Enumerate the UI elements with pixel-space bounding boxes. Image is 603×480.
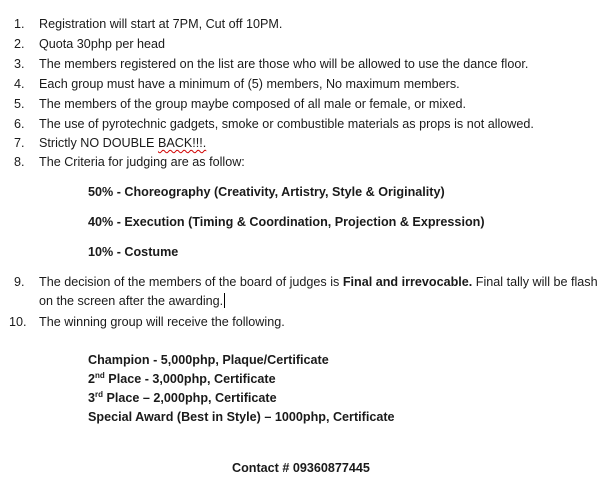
- rule-number: 4.: [14, 77, 25, 91]
- rule-text: The use of pyrotechnic gadgets, smoke or combustible materials as props is not allowed.: [39, 117, 534, 131]
- rule-number: 5.: [14, 97, 25, 111]
- rule-text: The Criteria for judging are as follow:: [39, 155, 245, 169]
- rule-text: The members registered on the list are those who will be allowed to use the dance floor.: [39, 57, 529, 71]
- prize-rank-suffix: rd: [95, 390, 104, 399]
- rule-text-part: Strictly NO DOUBLE: [39, 136, 158, 150]
- rule-text: Registration will start at 7PM, Cut off 10PM.: [39, 17, 283, 31]
- criteria-item: 50% - Choreography (Creativity, Artistry, Style & Originality): [88, 185, 445, 199]
- contact-line: Contact # 09360877445: [232, 461, 370, 475]
- criteria-item: 10% - Costume: [88, 245, 179, 259]
- rule-text: [39, 134, 206, 152]
- prize-text: Place – 2,000php, Certificate: [103, 391, 277, 405]
- spellcheck-flagged-word[interactable]: BACK!!!.: [157, 136, 207, 150]
- rule-text: Each group must have a minimum of (5) members, No maximum members.: [39, 77, 460, 91]
- prize-special: Special Award (Best in Style) – 1000php, Certificate: [88, 410, 395, 424]
- prize-rank: 2: [88, 372, 96, 386]
- text-cursor: [224, 293, 225, 308]
- rule-number: 8.: [14, 155, 25, 169]
- rule-number: 9.: [14, 275, 25, 289]
- rule-text-emphasis: Final and irrevocable.: [342, 275, 473, 289]
- prize-champion: Champion - 5,000php, Plaque/Certificate: [88, 353, 329, 367]
- prize-text: Place - 3,000php, Certificate: [104, 372, 276, 386]
- prize-third: [88, 389, 277, 407]
- rule-number: 10.: [9, 315, 27, 329]
- rule-number: 1.: [14, 17, 25, 31]
- prize-rank-suffix: nd: [95, 371, 105, 380]
- rule-text: The members of the group maybe composed of all male or female, or mixed.: [39, 97, 466, 111]
- rule-text-part: Final tally will be flash on the screen after the awarding.: [39, 275, 598, 308]
- rule-text: Quota 30php per head: [39, 37, 166, 51]
- prize-rank: 3: [88, 391, 96, 405]
- rule-text: [39, 273, 599, 311]
- rule-text: The winning group will receive the following.: [39, 315, 285, 329]
- rule-number: 6.: [14, 117, 25, 131]
- rule-number: 3.: [14, 57, 25, 71]
- rule-number: 2.: [14, 37, 25, 51]
- prize-second: [88, 370, 276, 388]
- criteria-item: 40% - Execution (Timing & Coordination, Projection & Expression): [88, 215, 485, 229]
- rule-text-part: The decision of the members of the board of judges is: [39, 275, 343, 289]
- rule-number: 7.: [14, 136, 25, 150]
